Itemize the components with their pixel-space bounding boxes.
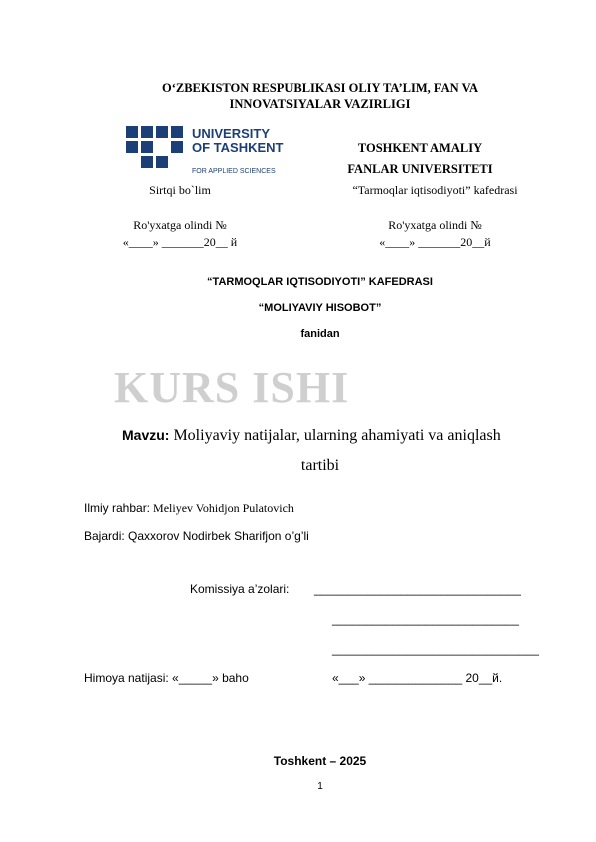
university-logo — [126, 126, 286, 174]
page-number: 1 — [317, 781, 323, 792]
defense-result: Himoya natijasi: «_____» baho — [84, 671, 249, 685]
city-year: Toshkent – 2025 — [273, 754, 367, 768]
author-label: Bajardi: — [84, 529, 125, 543]
left-department: Sirtqi bo`lim — [149, 183, 211, 197]
ministry-title — [0, 80, 596, 112]
work-type-watermark: KURS ISHI — [114, 363, 350, 412]
right-department: “Tarmoqlar iqtisodiyoti” kafedrasi — [352, 183, 518, 197]
logo-text-line-1: UNIVERSITY — [192, 126, 271, 141]
right-registration-label: Ro'yxatga olindi № — [388, 218, 482, 232]
author-line — [84, 529, 309, 543]
supervisor-name: Meliyev Vohidjon Pulatovich — [153, 501, 294, 515]
topic-text-1: Moliyaviy natijalar, ularning ahamiyati va aniqlash — [173, 427, 501, 444]
subject-suffix: fanidan — [300, 328, 340, 340]
right-registration-date: «____» _______20__й — [379, 235, 491, 249]
topic-text-2: tartibi — [300, 457, 340, 474]
topic-line-1 — [122, 427, 501, 445]
university-name-line-1: TOSHKENT AMALIY — [357, 141, 483, 155]
subject-title: “MOLIYAVIY HISOBOT” — [258, 302, 382, 314]
supervisor-line — [84, 501, 294, 516]
left-registration-date: «____» _______20__ й — [122, 235, 238, 249]
topic-label: Mavzu: — [122, 427, 170, 443]
logo-text-line-2: OF TASHKENT — [192, 140, 284, 155]
logo-text-line-3: FOR APPLIED SCIENCES — [192, 168, 276, 174]
author-name: Qaxxorov Nodirbek Sharifjon o’g’li — [128, 529, 309, 543]
ministry-line-1: O‘ZBEKISTON RESPUBLIKASI OLIY TA’LIM, FAN VA — [161, 81, 479, 95]
commission-line-3: _______________________________ — [332, 642, 539, 656]
defense-date: «___» ______________ 20__й. — [332, 671, 503, 685]
ministry-line-2: INNOVATSIYALAR VAZIRLIGI — [229, 97, 411, 111]
left-registration-label: Ro'yxatga olindi № — [133, 218, 227, 232]
kafedra-title: “TARMOQLAR IQTISODIYOTI” KAFEDRASI — [207, 276, 433, 288]
commission-label: Komissiya a’zolari: — [190, 582, 290, 596]
logo-squares-icon — [126, 126, 183, 168]
commission-line-1: _______________________________ — [314, 582, 521, 596]
supervisor-label: Ilmiy rahbar: — [84, 501, 151, 515]
university-name-line-2: FANLAR UNIVERSITETI — [347, 162, 493, 176]
commission-line-2: ____________________________ — [332, 612, 519, 626]
